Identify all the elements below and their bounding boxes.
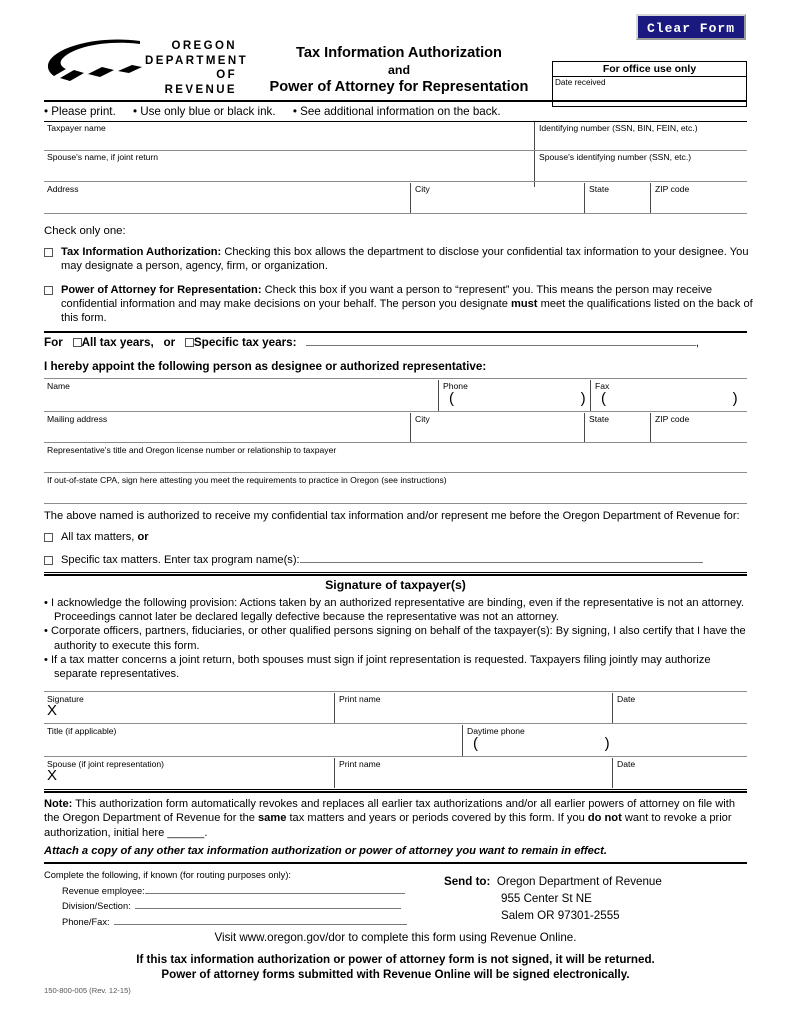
option-power-of-attorney [44,283,764,326]
grid-line-v14 [612,758,613,788]
field-designee-fax[interactable] [592,380,760,407]
field-designee-zip[interactable]: ZIP code [655,414,690,424]
field-city[interactable]: City [415,184,430,194]
grid-line-v1 [534,122,535,187]
grid-line-v3 [584,183,585,213]
instruction-1: • Use only blue or black ink. [132,105,276,118]
agency-line-2: DEPARTMENT [145,54,249,67]
grid-line-v4 [650,183,651,213]
option2-must-emphasis: must [510,298,538,311]
appoint-heading: I hereby appoint the following person as designee or authorized representative: [44,360,487,373]
grid-line-v5 [438,380,439,411]
routing-heading: Complete the following, if known (for routing purposes only): [44,870,292,880]
field-designee-mailing-address[interactable]: Mailing address [47,414,108,424]
all-tax-years-label: All tax years, [81,336,154,349]
form-number: 150-800-005 (Rev. 12-15) [44,986,131,995]
field-signature[interactable]: Signature [47,694,84,704]
divider-rep-title [44,472,747,473]
routing-block [44,868,444,930]
option-specific-tax-matters [44,553,764,567]
daytime-phone-label: Daytime phone [467,726,525,736]
field-spouse-date[interactable]: Date [617,759,636,769]
signature-bullet-0: • I acknowledge the following provision: Actions taken by an authorized representative are binding, even if the representative is not an attorney. Proceedings cannot later be declared legally defective because the representative was not an attorney. [44,597,744,624]
grid-line-v10 [334,693,335,723]
daytime-phone-parens: ( ) [473,735,632,752]
field-print-name[interactable]: Print name [339,694,381,704]
option2-bold-label: Power of Attorney for Representation: [61,284,262,296]
agency-name [145,39,249,97]
grid-line-v11 [612,693,613,723]
field-spouse-name[interactable]: Spouse's name, if joint return [47,152,159,162]
tax-years-row [44,336,699,350]
specific-tax-matters-label: Specific tax matters. Enter tax program name(s): [61,554,300,566]
revenue-online-link[interactable]: Visit www.oregon.gov/dor to complete this form using Revenue Online. [214,931,577,944]
instruction-2: • See additional information on the back. [292,105,501,118]
option1-bold-label: Tax Information Authorization: [61,246,222,258]
note-same-emphasis: same [258,812,287,825]
checkbox-all-tax-matters[interactable] [44,533,53,542]
field-spouse-print-name[interactable]: Print name [339,759,381,769]
option-tax-information-authorization [44,245,764,273]
field-cpa-attestation[interactable]: If out-of-state CPA, sign here attesting you meet the requirements to practice in Oregon (see instructions) [47,475,447,485]
send-to-line-1 [444,873,747,890]
divider-before-years [44,331,747,333]
send-to-label: Send to: [444,875,491,888]
divider-top [44,100,747,102]
grid-line-v7 [410,413,411,442]
routing-revenue-employee-row [44,884,444,900]
routing-division-row [44,899,444,915]
title-line-2: and [387,63,411,77]
field-spouse-identifying-number[interactable]: Spouse's identifying number (SSN, etc.) [539,152,692,162]
send-to-agency: Oregon Department of Revenue [496,875,662,888]
attach-copy-line: Attach a copy of any other tax information authorization or power of attorney you want to remain in effect. [44,845,607,857]
grid-line-v12 [462,725,463,756]
routing-phone-fax-label: Phone/Fax: [62,916,110,927]
signature-bullet-2: • If a tax matter concerns a joint return, both spouses must sign if joint representation is requested. Taxpayers filing jointly may authorize separate representatives. [44,653,711,681]
grid-line-v2 [410,183,411,213]
signature-acknowledgments [44,596,747,681]
divider-designee-address-row [44,442,747,443]
routing-phone-fax-row [44,915,444,931]
note-bold-label: Note: [44,798,73,810]
all-tax-matters-or: or [137,531,149,543]
field-address[interactable]: Address [47,184,79,194]
office-use-title: For office use only [553,62,746,77]
routing-revenue-employee-label: Revenue employee: [62,885,145,896]
field-title-if-applicable[interactable]: Title (if applicable) [47,726,117,736]
routing-division-input[interactable] [135,899,401,909]
matters-intro: The above named is authorized to receive my confidential tax information and/or represent me before the Oregon Department of Revenue for: [44,510,740,522]
note-text-b: tax matters and years or periods covered by this form. If you [286,812,588,825]
date-received-label: Date received [555,78,606,87]
agency-line-3: OF REVENUE [164,69,237,96]
field-spouse-signature[interactable]: Spouse (if joint representation) [47,759,165,769]
divider-signature-row [44,723,747,724]
designee-phone-parens: ( ) [449,390,608,407]
specific-tax-years-input[interactable] [306,336,696,346]
note-text-a: This authorization form automatically revokes and replaces all earlier tax authorizations and/or all earlier powers of attorney on file with the Oregon Department of Revenue for the [44,798,736,825]
option1-text: Checking this box allows the department to disclose your confidential tax information to your designee. You may designate a person, agency, firm, or organization. [61,246,749,273]
field-identifying-number[interactable]: Identifying number (SSN, BIN, FEIN, etc.) [539,123,698,133]
years-trailing-comma: , [695,336,700,349]
field-designee-city[interactable]: City [415,414,430,424]
form-header [44,0,747,96]
spouse-signature-x-mark: X [47,767,58,784]
footer-warning-line-1: If this tax information authorization or power of attorney form is not signed, it will be returned. [136,953,655,966]
routing-phone-fax-input[interactable] [114,915,407,925]
divider-title-row [44,756,747,757]
option2-text-b: meet the qualifications listed on the back of this form. [61,298,753,325]
divider-before-signature [44,572,747,576]
checkbox-specific-tax-matters[interactable] [44,556,53,565]
field-representative-title[interactable]: Representative's title and Oregon license number or relationship to taxpayer [47,445,337,455]
send-to-block [444,873,747,924]
divider-appoint-top [44,378,747,379]
divider-signature-grid-top [44,691,747,692]
check-only-one-heading: Check only one: [44,225,126,237]
all-tax-matters-label: All tax matters, [61,531,138,543]
send-to-street: 955 Center St NE [501,892,592,905]
signature-heading: Signature of taxpayer(s) [325,578,466,592]
grid-line-v9 [650,413,651,442]
signature-bullet-1: • Corporate officers, partners, fiduciaries, or other qualified persons signing on behalf of the taxpayer(s): By signing, I also certify that I have the authority to execute this form. [44,625,746,652]
form-sheet [44,0,760,1024]
send-to-citystatezip: Salem OR 97301-2555 [501,909,620,922]
option2-text-a: Check this box if you want a person to “represent” you. This means the person may receive confidential information and may make decisions on your behalf. The person you designate [61,284,713,311]
note-donot-emphasis: do not [587,812,622,825]
divider-before-routing [44,862,747,864]
field-designee-name[interactable]: Name [47,381,70,391]
revocation-note [44,797,747,840]
signature-x-mark: X [47,702,58,719]
field-taxpayer-name[interactable]: Taxpayer name [47,123,106,133]
footer-warning-line-2: Power of attorney forms submitted with Revenue Online will be signed electronically. [161,968,630,981]
agency-line-1: OREGON [171,40,237,52]
title-line-1: Tax Information Authorization [296,45,502,61]
divider-spouse-row [44,181,747,182]
option-all-tax-matters [44,530,764,544]
instruction-0: • Please print. [44,105,116,118]
field-designee-state[interactable]: State [589,414,610,424]
specific-tax-years-label: Specific tax years: [193,336,297,349]
designee-fax-parens: ( ) [601,390,760,407]
field-zip[interactable]: ZIP code [655,184,690,194]
divider-cpa [44,503,747,504]
oregon-dor-logo [44,38,249,96]
title-line-3: Power of Attorney for Representation [269,79,529,95]
divider-after-signature [44,789,747,793]
field-signature-date[interactable]: Date [617,694,636,704]
for-label: For [44,336,63,349]
checkbox-tax-information-authorization[interactable] [44,248,53,257]
checkbox-power-of-attorney[interactable] [44,286,53,295]
print-instructions [44,104,747,119]
grid-line-v8 [584,413,585,442]
checkbox-all-tax-years[interactable] [73,338,82,347]
grid-line-v13 [334,758,335,788]
road-swoosh-icon [44,38,142,82]
or-label: or [163,336,176,349]
clear-form-button[interactable]: Clear Form [636,14,746,40]
page-title [234,44,564,96]
designee-phone-label: Phone [443,381,468,391]
routing-revenue-employee-input[interactable] [145,884,405,894]
checkbox-specific-tax-years[interactable] [185,338,194,347]
divider-designee-row [44,411,747,412]
field-daytime-phone[interactable] [464,725,747,751]
specific-tax-matters-input[interactable] [300,553,703,563]
divider-address-row [44,213,747,214]
designee-fax-label: Fax [595,381,610,391]
routing-division-label: Division/Section: [62,901,131,911]
note-text-c: want to revoke a prior authorization, initial here ______. [44,812,732,839]
field-state[interactable]: State [589,184,610,194]
grid-line-v6 [590,380,591,411]
